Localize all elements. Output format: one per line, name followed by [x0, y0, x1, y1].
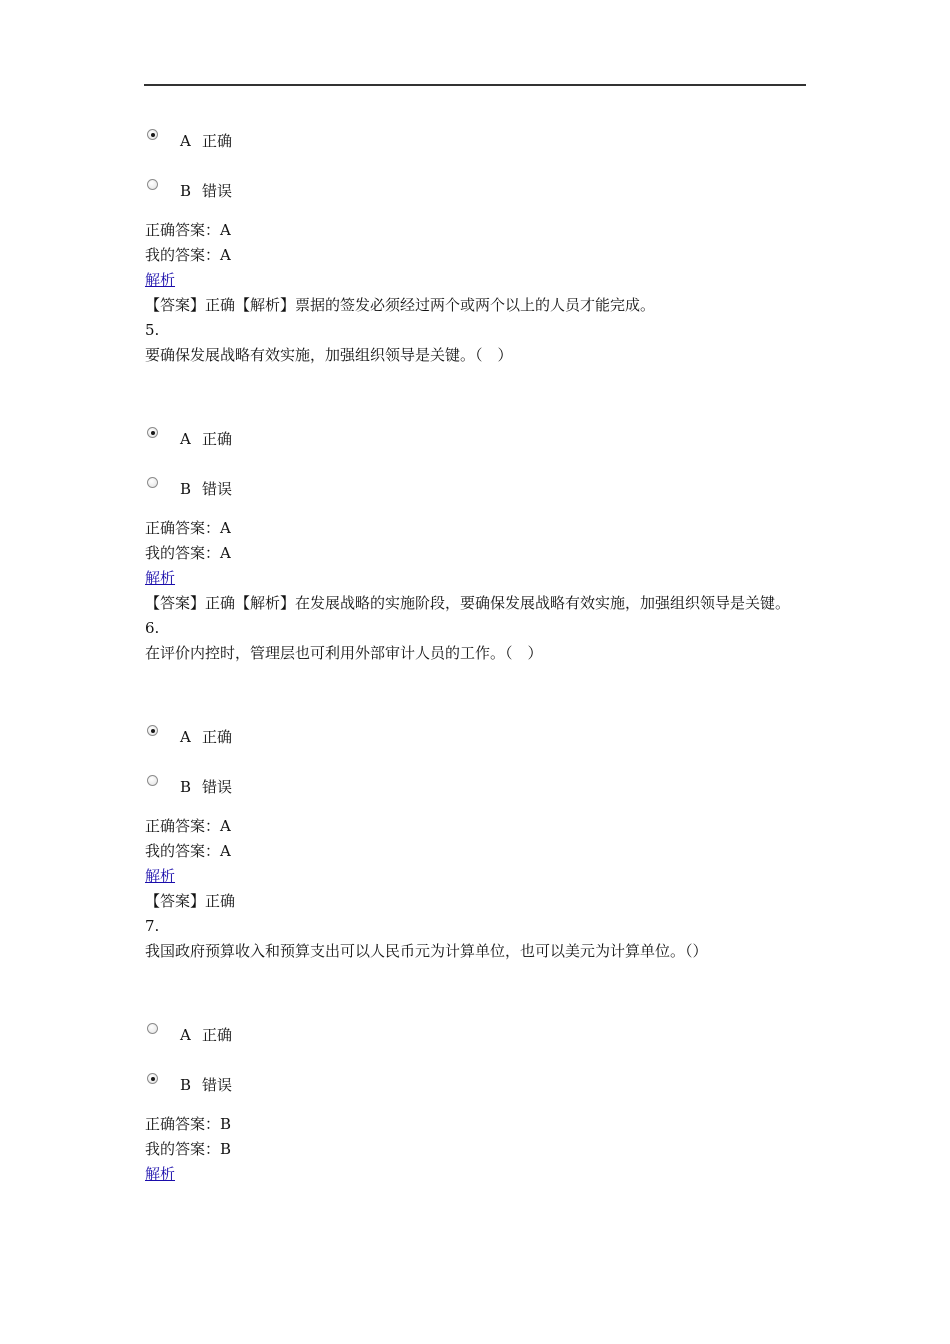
option-label: 正确: [202, 430, 233, 448]
question-6: [145, 616, 807, 914]
question-text: 在评价内控时，管理层也可利用外部审计人员的工作。（ ）: [145, 644, 543, 662]
option-letter: A: [180, 1026, 191, 1044]
option-b[interactable]: [145, 466, 807, 516]
option-a[interactable]: [145, 714, 807, 764]
question-text: 我国政府预算收入和预算支出可以人民币元为计算单位，也可以美元为计算单位。（）: [145, 942, 708, 960]
radio-unchecked-icon[interactable]: [147, 1023, 158, 1034]
option-b[interactable]: [145, 764, 807, 814]
option-letter: B: [180, 182, 192, 200]
my-answer: 我的答案：B: [145, 1140, 232, 1158]
radio-checked-icon[interactable]: [147, 725, 158, 736]
option-letter: B: [180, 1076, 192, 1094]
option-label: 正确: [202, 728, 233, 746]
option-letter: B: [180, 778, 192, 796]
radio-unchecked-icon[interactable]: [147, 775, 158, 786]
top-divider: [144, 84, 806, 86]
correct-answer: 正确答案：B: [145, 1115, 232, 1133]
my-answer: 我的答案：A: [145, 544, 231, 562]
option-b[interactable]: [145, 168, 807, 218]
my-answer: 我的答案：A: [145, 842, 231, 860]
radio-unchecked-icon[interactable]: [147, 477, 158, 488]
radio-checked-icon[interactable]: [147, 427, 158, 438]
option-letter: B: [180, 480, 192, 498]
question-7: [145, 914, 807, 1187]
analysis-link[interactable]: 解析: [145, 1165, 176, 1183]
option-label: 错误: [202, 778, 233, 796]
correct-answer: 正确答案：A: [145, 221, 231, 239]
question-5: [145, 318, 807, 616]
option-b[interactable]: [145, 1062, 807, 1112]
option-label: 错误: [202, 1076, 233, 1094]
option-letter: A: [180, 728, 191, 746]
option-label: 正确: [202, 132, 233, 150]
option-letter: A: [180, 430, 191, 448]
option-a[interactable]: [145, 416, 807, 466]
radio-checked-icon[interactable]: [147, 1073, 158, 1084]
question-4-continued: [145, 118, 807, 318]
question-number: 6.: [145, 619, 160, 637]
my-answer: 我的答案：A: [145, 246, 231, 264]
option-label: 错误: [202, 480, 233, 498]
option-a[interactable]: [145, 118, 807, 168]
radio-unchecked-icon[interactable]: [147, 179, 158, 190]
analysis-text: 【答案】正确【解析】在发展战略的实施阶段，要确保发展战略有效实施，加强组织领导是关键。: [145, 594, 791, 612]
option-a[interactable]: [145, 1012, 807, 1062]
option-label: 正确: [202, 1026, 233, 1044]
question-number: 7.: [145, 917, 160, 935]
option-letter: A: [180, 132, 191, 150]
correct-answer: 正确答案：A: [145, 519, 231, 537]
quiz-review: [145, 118, 807, 1187]
analysis-link[interactable]: 解析: [145, 271, 176, 289]
analysis-link[interactable]: 解析: [145, 569, 176, 587]
option-label: 错误: [202, 182, 233, 200]
question-text: 要确保发展战略有效实施，加强组织领导是关键。（ ）: [145, 346, 513, 364]
question-number: 5.: [145, 321, 160, 339]
analysis-text: 【答案】正确【解析】票据的签发必须经过两个或两个以上的人员才能完成。: [145, 296, 656, 314]
radio-checked-icon[interactable]: [147, 129, 158, 140]
correct-answer: 正确答案：A: [145, 817, 231, 835]
analysis-link[interactable]: 解析: [145, 867, 176, 885]
analysis-text: 【答案】正确: [145, 892, 236, 910]
